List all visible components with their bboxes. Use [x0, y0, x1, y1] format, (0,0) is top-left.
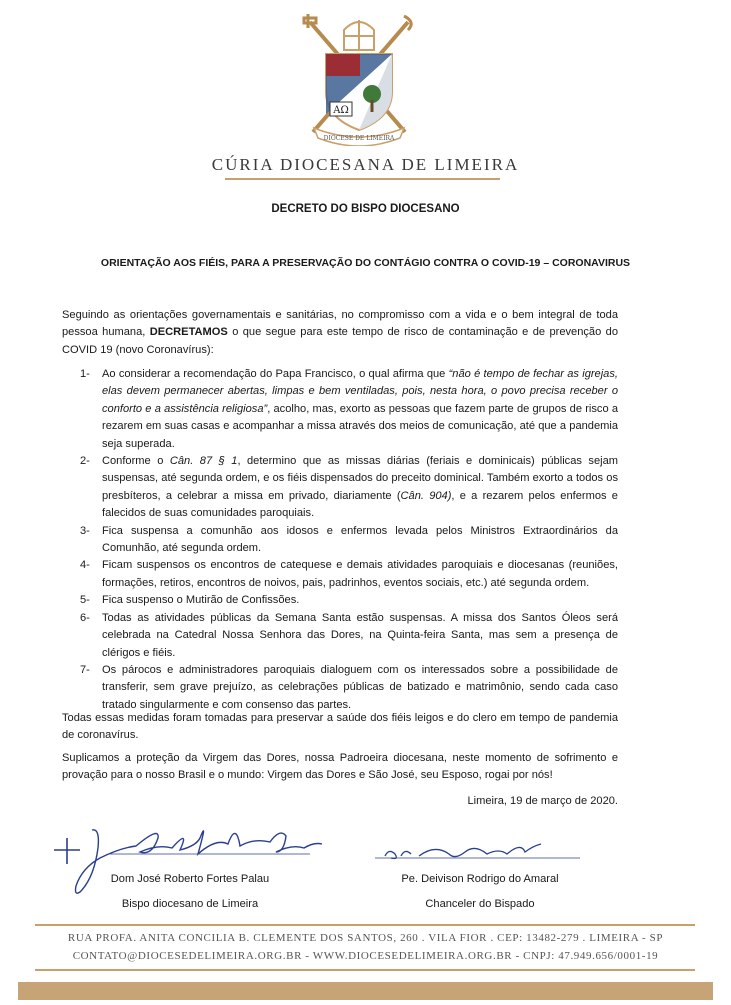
crest-banner-text: DIOCESE DE LIMEIRA [323, 135, 395, 142]
item-number: 3- [80, 524, 90, 537]
decree-subject: ORIENTAÇÃO AOS FIÉIS, PARA A PRESERVAÇÃO DO CONTÁGIO CONTRA O COVID-19 – CORONAVIRUS [100, 257, 631, 269]
bishop-role: Bispo diocesano de Limeira [121, 898, 259, 910]
item-text: Fica suspenso o Mutirão de Confissões. [102, 594, 300, 607]
chancellor-signature [375, 830, 585, 870]
footer-divider-top [35, 924, 695, 926]
decree-items-list [62, 366, 618, 714]
footer-divider-bottom [35, 969, 695, 971]
list-item [62, 662, 618, 714]
item-text: , acolho, mas, exorto as pessoas que fazem parte de grupos de risco a rezarem em suas casas e acompanhar a missa através dos meios de comunicação, até que a pandemia seja superada. [102, 402, 619, 450]
item-number: 6- [80, 611, 90, 624]
prayer-paragraph: Suplicamos a proteção da Virgem das Dores, nossa Padroeira diocesana, neste momento de sofrimento e provação para o nosso Brasil e o mundo: Virgem das Dores e São José, seu Esposo, rogai por nós! [62, 752, 618, 782]
item-canon-ref: Cân. 904) [400, 489, 452, 502]
item-text: Ficam suspensos os encontros de catequese e demais atividades paroquiais e diocesanas (reuniões, formações, retiros, encontros de noivos, pais, padrinhos, eventos sociais, etc.) até segunda ordem. [102, 559, 618, 589]
footer-address: RUA PROFA. ANITA CONCILIA B. CLEMENTE DOS SANTOS, 260 . VILA FIOR . CEP: 13482-279 . LIMEIRA - SP [67, 932, 664, 944]
list-item [62, 610, 618, 662]
list-item [62, 366, 618, 453]
footer-color-band [18, 982, 713, 1000]
item-number: 2- [80, 455, 90, 468]
item-number: 7- [80, 663, 90, 676]
chancellor-role: Chanceler do Bispado [425, 898, 535, 910]
diocese-crest-logo [300, 14, 418, 146]
decree-title: DECRETO DO BISPO DIOCESANO [271, 203, 460, 215]
item-text: , e a rezarem pelos enfermos e falecidos de suas comunidades paroquiais. [102, 489, 618, 520]
item-number: 5- [80, 594, 90, 607]
item-canon-ref: Cân. 87 § 1 [169, 455, 238, 468]
item-number: 4- [80, 559, 90, 572]
intro-text-end: o que segue para este tempo de risco de contaminação e de prevenção do COVID 19 (novo Coronavírus): [62, 326, 618, 356]
list-item [62, 592, 618, 609]
intro-paragraph [62, 307, 618, 359]
item-number: 1- [80, 368, 90, 380]
item-text: Os párocos e administradores paroquiais dialoguem com os interessados sobre a possibilidade de transferir, sem grave prejuízo, as celebrações públicas de batizado e matrimônio, sendo cada caso tratado singularmente e com consenso das partes. [102, 663, 618, 711]
document-date: Limeira, 19 de março de 2020. [467, 795, 618, 807]
item-text: Todas as atividades públicas da Semana Santa estão suspensas. A missa dos Santos Óleos será celebrada na Catedral Nossa Senhora das Dores, na Quinta-feira Santa, mas sem a presença de clérigos e fiéis. [102, 611, 618, 659]
item-text: , determino que as missas diárias (feriais e dominicais) públicas sejam suspensas, até segunda ordem, e os fiéis dispensados do preceito dominical. Também exorto a todos os presbíteros, a celebrar a missa em privado, diariamente ( [102, 455, 619, 502]
bishop-name: Dom José Roberto Fortes Palau [110, 873, 270, 885]
footer-contact: CONTATO@DIOCESEDELIMEIRA.ORG.BR - WWW.DIOCESEDELIMEIRA.ORG.BR - CNPJ: 47.949.656/0001-19 [72, 950, 659, 962]
intro-decretamos: DECRETAMOS [149, 326, 228, 339]
item-text: Fica suspensa a comunhão aos idosos e enfermos levada pelos Ministros Extraordinários da Comunhão, até segunda ordem. [102, 524, 618, 555]
crest-alpha-omega: AΩ [333, 105, 349, 116]
intro-text-start: Seguindo as orientações governamentais e sanitárias, no compromisso com a vida e o bem integral de toda pessoa humana, [62, 309, 618, 339]
list-item [62, 557, 618, 592]
header-divider [225, 178, 500, 180]
organization-name: CÚRIA DIOCESANA DE LIMEIRA [211, 155, 520, 174]
list-item [62, 453, 618, 523]
closing-paragraph: Todas essas medidas foram tomadas para preservar a saúde dos fiéis leigos e do clero em tempo de pandemia de coronavírus. [62, 712, 618, 742]
item-quote: “não é tempo de fechar as igrejas, elas devem permanecer abertas, limpas e bem ventiladas, pois, nesta hora, o povo precisa receber o conforto e a assistência religiosa” [102, 368, 618, 415]
item-text: Ao considerar a recomendação do Papa Francisco, o qual afirma que [102, 368, 449, 380]
chancellor-name: Pe. Deivison Rodrigo do Amaral [401, 873, 559, 885]
list-item [62, 523, 618, 558]
item-text: Conforme o [102, 455, 170, 468]
